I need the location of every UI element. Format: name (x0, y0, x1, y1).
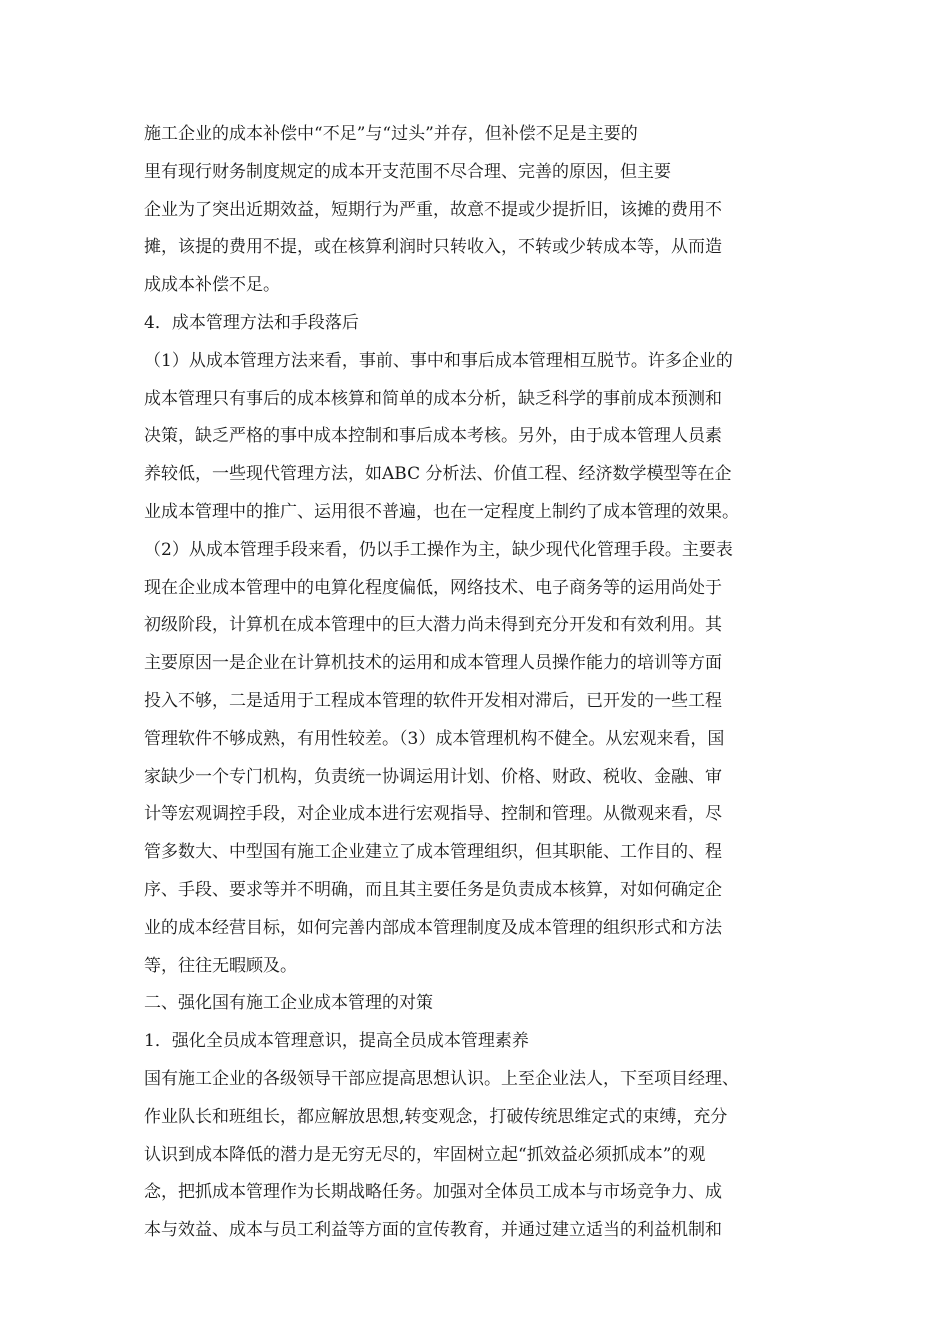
text-line: 等，往往无暇顾及。 (144, 955, 297, 976)
text-line: 序、手段、要求等并不明确，而且其主要任务是负责成本核算，对如何确定企 (144, 879, 722, 900)
section-heading: 4．成本管理方法和手段落后 (144, 312, 359, 333)
section-heading: 1．强化全员成本管理意识，提高全员成本管理素养 (144, 1031, 529, 1052)
text-line: 家缺少一个专门机构，负责统一协调运用计划、价格、财政、税收、金融、审 (144, 766, 722, 787)
text-line: 业的成本经营目标，如何完善内部成本管理制度及成本管理的组织形式和方法 (144, 917, 722, 938)
text-line: 企业为了突出近期效益，短期行为严重，故意不提或少提折旧，该摊的费用不 (144, 199, 722, 220)
text-line: 养较低，一些现代管理方法，如ABC 分析法、价值工程、经济数学模型等在企 (144, 464, 732, 485)
text-line: （1）从成本管理方法来看，事前、事中和事后成本管理相互脱节。许多企业的 (144, 350, 733, 371)
text-line: 摊，该提的费用不提，或在核算利润时只转收入，不转或少转成本等，从而造 (144, 237, 722, 258)
text-line: 决策，缺乏严格的事中成本控制和事后成本考核。另外，由于成本管理人员素 (144, 426, 722, 447)
text-line: 投入不够，二是适用于工程成本管理的软件开发相对滞后，已开发的一些工程 (144, 690, 722, 711)
text-line: 管多数大、中型国有施工企业建立了成本管理组织，但其职能、工作目的、程 (144, 842, 722, 863)
chapter-heading: 二、强化国有施工企业成本管理的对策 (144, 993, 433, 1014)
text-line: 业成本管理中的推广、运用很不普遍，也在一定程度上制约了成本管理的效果。 (144, 501, 739, 522)
text-line: 现在企业成本管理中的电算化程度偏低，网络技术、电子商务等的运用尚处于 (144, 577, 722, 598)
text-line: 认识到成本降低的潜力是无穷无尽的，牢固树立起“抓效益必须抓成本”的观 (144, 1144, 706, 1165)
text-line: 计等宏观调控手段，对企业成本进行宏观指导、控制和管理。从微观来看，尽 (144, 804, 722, 825)
text-line: （2）从成本管理手段来看，仍以手工操作为主，缺少现代化管理手段。主要表 (144, 539, 733, 560)
body-text (144, 116, 824, 1250)
text-line: 主要原因一是企业在计算机技术的运用和成本管理人员操作能力的培训等方面 (144, 653, 722, 674)
text-line: 初级阶段，计算机在成本管理中的巨大潜力尚未得到充分开发和有效利用。其 (144, 615, 722, 636)
text-line: 作业队长和班组长，都应解放思想,转变观念，打破传统思维定式的束缚，充分 (144, 1106, 728, 1127)
text-line: 国有施工企业的各级领导干部应提高思想认识。上至企业法人，下至项目经理、 (144, 1068, 739, 1089)
text-line: 成成本补偿不足。 (144, 275, 280, 296)
text-line: 管理软件不够成熟，有用性较差。（3）成本管理机构不健全。从宏观来看，国 (144, 728, 725, 749)
text-line: 施工企业的成本补偿中“不足”与“过头”并存，但补偿不足是主要的 (144, 124, 638, 144)
text-line: 成本管理只有事后的成本核算和简单的成本分析，缺乏科学的事前成本预测和 (144, 388, 722, 409)
text-line: 念，把抓成本管理作为长期战略任务。加强对全体员工成本与市场竞争力、成 (144, 1182, 722, 1203)
text-line: 里有现行财务制度规定的成本开支范围不尽合理、完善的原因，但主要 (144, 161, 671, 182)
text-line: 本与效益、成本与员工利益等方面的宣传教育，并通过建立适当的利益机制和 (144, 1220, 722, 1241)
